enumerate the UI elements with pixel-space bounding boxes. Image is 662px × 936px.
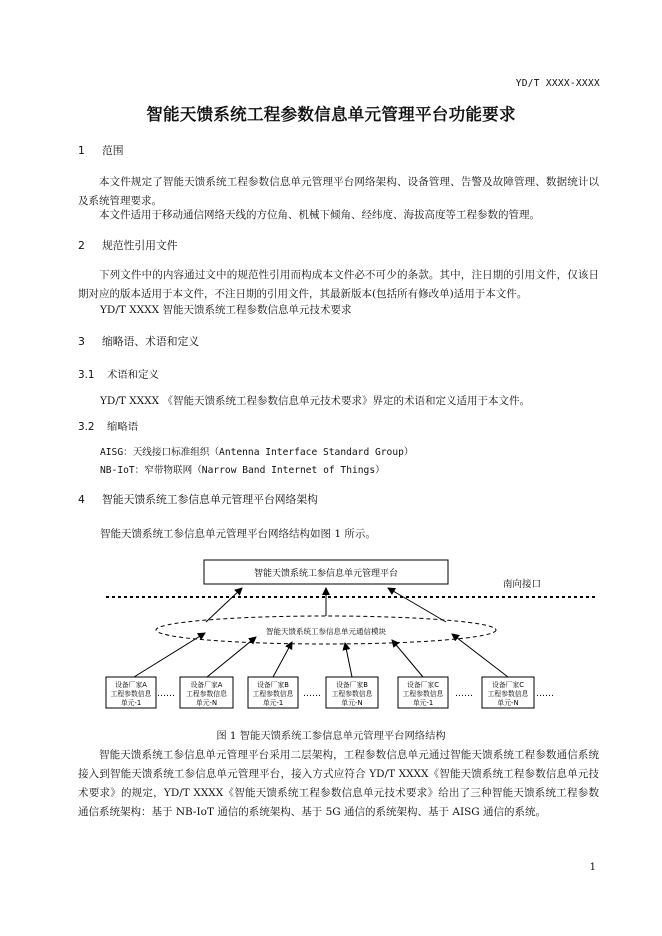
section-title: 范围 [102, 144, 124, 157]
device-line: 单元-1 [412, 699, 434, 707]
section-1-paragraph-1: 本文件规定了智能天馈系统工程参数信息单元管理平台网络架构、设备管理、告警及故障管理、数据统计以及系统管理要求。 [78, 176, 599, 207]
device-line: 工程参数信息 [402, 690, 444, 698]
device-line: 设备厂家B [336, 681, 368, 689]
device-line: 设备厂家C [407, 681, 439, 689]
device-unit-c-1 [398, 677, 448, 708]
arrow-device-to-module [134, 633, 205, 677]
device-unit-b-n [326, 677, 378, 708]
device-line: 单元-N [341, 699, 363, 707]
section-number: 3.2 [78, 421, 95, 433]
document-number: YD/T XXXX-XXXX [515, 78, 600, 89]
document-title: 智能天馈系统工程参数信息单元管理平台功能要求 [146, 105, 516, 124]
abbreviation-aisg: AISG：天线接口标准组织（Antenna Interface Standard Group） [100, 447, 414, 458]
section-title: 缩略语 [107, 421, 139, 433]
device-unit-a-1 [106, 677, 156, 708]
device-line: 工程参数信息 [331, 690, 373, 698]
device-line: 工程参数信息 [252, 690, 294, 698]
section-number: 2 [78, 239, 85, 252]
section-number: 4 [78, 493, 85, 506]
device-line: 设备厂家A [190, 681, 223, 689]
arrow-device-to-module [273, 642, 292, 677]
section-4-intro: 智能天馈系统工参信息单元管理平台网络结构如图 1 所示。 [100, 528, 376, 540]
device-line: 设备厂家A [115, 681, 147, 689]
section-title: 缩略语、术语和定义 [102, 335, 200, 348]
section-title: 智能天馈系统工参信息单元管理平台网络架构 [102, 493, 318, 506]
figure-caption: 图 1 智能天馈系统工参信息单元管理平台网络结构 [216, 730, 446, 742]
device-unit-b-1 [248, 677, 298, 708]
arrow-device-to-module [452, 634, 508, 677]
arrow-device-to-module [345, 643, 352, 677]
communication-module-label: 智能天馈系统工参信息单元通信模块 [266, 627, 386, 636]
ellipsis: …… [536, 689, 554, 699]
arrow-device-to-module [392, 640, 423, 677]
device-line: 工程参数信息 [110, 690, 152, 698]
section-number: 1 [78, 144, 85, 157]
device-unit-c-n [482, 677, 534, 708]
device-line: 单元-1 [262, 699, 284, 707]
device-line: 设备厂家C [492, 681, 524, 689]
section-title: 术语和定义 [107, 369, 159, 381]
abbreviation-nb-iot: NB-IoT：窄带物联网（Narrow Band Internet of Things） [100, 465, 385, 476]
section-number: 3 [78, 335, 85, 348]
ellipsis: …… [157, 689, 175, 699]
southbound-interface-label: 南向接口 [503, 579, 542, 590]
page-number: 1 [589, 862, 596, 873]
arrow-device-to-module [207, 637, 256, 677]
platform-label: 智能天馈系统工参信息单元管理平台 [253, 569, 399, 579]
device-line: 单元-1 [120, 699, 142, 707]
normative-reference: YD/T XXXX 智能天馈系统工程参数信息单元技术要求 [100, 304, 352, 316]
device-line: 工程参数信息 [487, 690, 529, 698]
section-4-paragraph: 智能天馈系统工参信息单元管理平台采用二层架构，工程参数信息单元通过智能天馈系统工程参数通信系统接入到智能天馈系统工参信息单元管理平台，接入方式应符合 YD/T XXXX《智能天馈系统工程参数信息单元技术要求》的规定，YD/T XXXX《智能天馈系统工程参数信息单元技术要求》给出了三种智能天馈系统工程参数通信系统架构：基于 NB-IoT 通信的系统架构、基于 5G 通信的系统架构、基于 AISG 通信的系统。 [78, 749, 599, 818]
arrow-to-platform [388, 588, 446, 622]
device-line: 单元-N [497, 699, 519, 707]
terms-definition-text: YD/T XXXX 《智能天馈系统工程参数信息单元技术要求》界定的术语和定义适用于本文件。 [100, 395, 530, 407]
section-number: 3.1 [78, 369, 95, 381]
arrow-to-platform [206, 588, 242, 622]
section-2-paragraph: 下列文件中的内容通过文中的规范性引用而构成本文件必不可少的条款。其中，注日期的引用文件，仅该日期对应的版本适用于本文件，不注日期的引用文件，其最新版本(包括所有修改单)适用于本文件。 [78, 269, 599, 300]
device-line: 单元-N [195, 699, 218, 707]
section-1-paragraph-2: 本文件适用于移动通信网络天线的方位角、机械下倾角、经纬度、海拔高度等工程参数的管理。 [99, 209, 540, 221]
ellipsis: …… [303, 689, 321, 699]
device-line: 设备厂家B [257, 681, 289, 689]
ellipsis: …… [455, 689, 473, 699]
section-title: 规范性引用文件 [102, 239, 178, 252]
device-line: 工程参数信息 [186, 690, 227, 698]
device-unit-a-n [180, 677, 233, 708]
